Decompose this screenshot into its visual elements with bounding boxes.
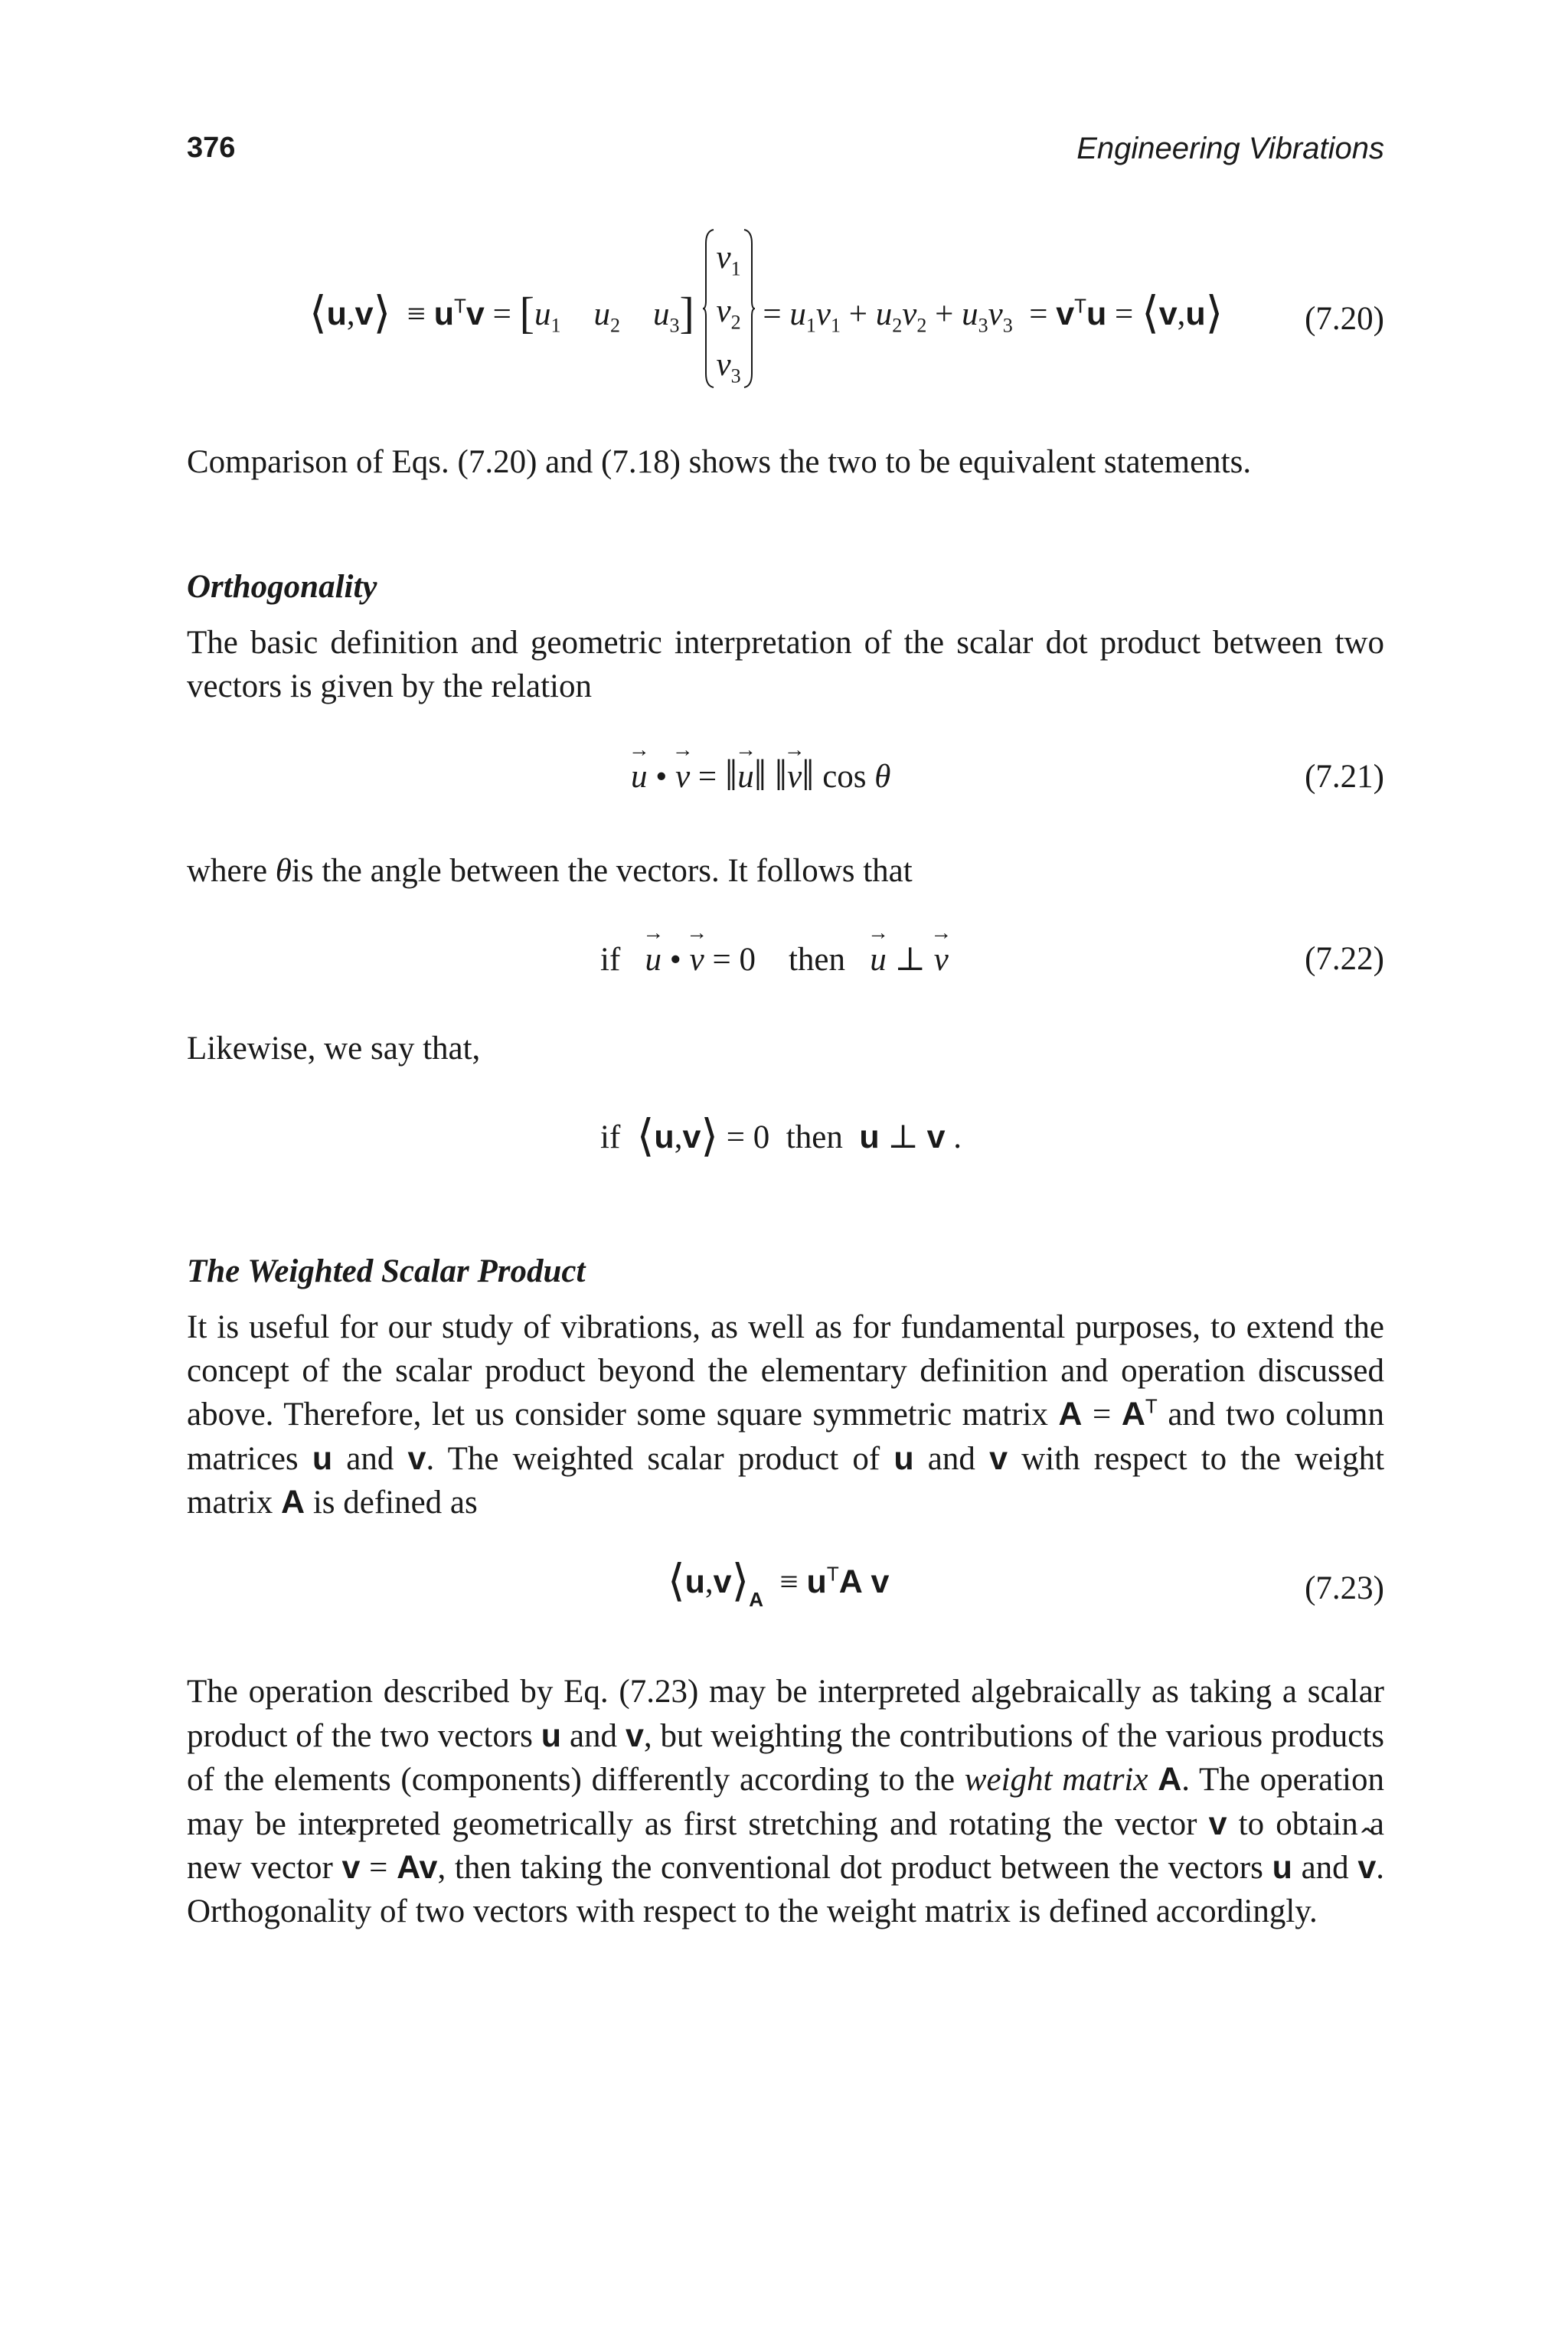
text-fragment: then [788, 942, 845, 978]
theta-symbol: θ [275, 853, 292, 889]
text-fragment: where [187, 853, 268, 889]
page-number: 376 [187, 132, 236, 164]
text-fragment: with respect to the weight matrix [187, 1440, 1385, 1521]
equation-unnumbered: if ⟨u,v⟩ = 0 then u ⊥ v . [600, 1111, 962, 1161]
equation-number: (7.22) [1305, 941, 1384, 977]
text-fragment: and [346, 1440, 394, 1477]
equation-7-23: $⟨u,v⟩_A \equiv u^TA$ v (7.23) [668, 1556, 1384, 1611]
equation-7-22: if → u • → v = 0 then → u ⊥ → v (7.22) [187, 940, 1384, 994]
equation-number: (7.23) [1305, 1570, 1384, 1606]
text-fragment: = 0 [726, 1119, 770, 1155]
text-fragment: if [600, 942, 621, 978]
text-fragment: to obtain a new vector [187, 1805, 1385, 1886]
text-fragment: . The operation may be interpreted geometrically as first stretching and rotating the vector [187, 1762, 1384, 1842]
text-fragment: and [927, 1440, 975, 1477]
paragraph-comparison: Comparison of Eqs. (7.20) and (7.18) shows the two to be equivalent statements. [187, 444, 1252, 480]
column-vector-v: $v_1$ $v_2$ $v_3$ [703, 231, 755, 392]
equation-7-20: ⟨u,v⟩ ≡ $u^Tv = [u_1$ $u_2$ $u_3$] $v_1$ $v_2$ $v_3$ = $u_1v_1 + u_2v_2 + u_3v_3 = v^Tu$ = ⟨v,u⟩ (7.20) [187, 236, 1384, 404]
weight-subscript: A [749, 1588, 764, 1611]
text-fragment: , then taking the conventional dot product between the vectors [437, 1850, 1263, 1886]
text-fragment: and [569, 1717, 618, 1754]
theta-symbol: θ [874, 759, 891, 795]
text-fragment: is defined as [312, 1485, 478, 1521]
running-title: Engineering Vibrations [1076, 132, 1384, 165]
paragraph-orthogonality: The basic definition and geometric interpretation of the scalar dot product between two vectors is given by the relation [187, 625, 1384, 704]
paragraph-operation: The operation described by Eq. (7.23) may be interpreted algebraically as taking a scalar product of the two vectors u and v, but weighting the contributions of the various products of the elements (components) differently according to the weight matrix A. The operation may be interpreted geometrically as first stretching and rotating the vector v to obtain a new vector ˆ v = Av, then taking the conventional dot product between the vectors u and ˆ v. Orthogonality of two vectors with respect to the weight matrix is defined accordingly. [187, 1671, 1384, 1933]
equation-7-21: → u • → v = ‖→ u‖ ‖→ v‖ cos θ (7.21) [187, 758, 1384, 812]
text-fragment: is the angle between the vectors. It follows that [291, 853, 913, 889]
text-fragment: . Orthogonality of two vectors with respect to the weight matrix is defined accordingly. [187, 1850, 1385, 1929]
paragraph-where [187, 850, 1384, 894]
section-heading-weighted: The Weighted Scalar Product [187, 1253, 586, 1289]
text-fragment: if [600, 1119, 621, 1155]
equation-number: (7.21) [1305, 759, 1384, 795]
text-fragment: and two column matrices [187, 1397, 1384, 1477]
text-fragment: The operation described by Eq. (7.23) may be interpreted algebraically as taking a scalar product of the two vectors [187, 1674, 1384, 1754]
text-fragment: then [786, 1119, 843, 1155]
text-fragment: , but weighting the contributions of the various products of the elements (components) differently according to the [187, 1717, 1385, 1798]
text-fragment: weight matrix [964, 1762, 1148, 1798]
paragraph-weighted: It is useful for our study of vibrations, as well as for fundamental purposes, to extend the concept of the scalar product beyond the elementary definition and operation discussed above. Therefore, let us consider some square symmetric matrix $A = A^T$ and two column matrices u and v. The weighted scalar product of u and v with respect to the weight matrix A is defined as [187, 1309, 1385, 1521]
paragraph-likewise: Likewise, we say that, [187, 1031, 481, 1067]
page-header [187, 132, 1384, 178]
text-fragment: It is useful for our study of vibrations, as well as for fundamental purposes, to extend the concept of the scalar product beyond the elementary definition and operation discussed above. Therefore, let us consider some square symmetric matrix [187, 1309, 1384, 1433]
text-fragment: and [1301, 1850, 1349, 1886]
text-fragment: . The weighted scalar product of [426, 1440, 880, 1477]
equation-number: (7.20) [1305, 301, 1384, 337]
section-heading-orthogonality: Orthogonality [187, 569, 377, 605]
text-fragment: = 0 [712, 942, 756, 978]
cos-symbol: cos [822, 759, 867, 795]
